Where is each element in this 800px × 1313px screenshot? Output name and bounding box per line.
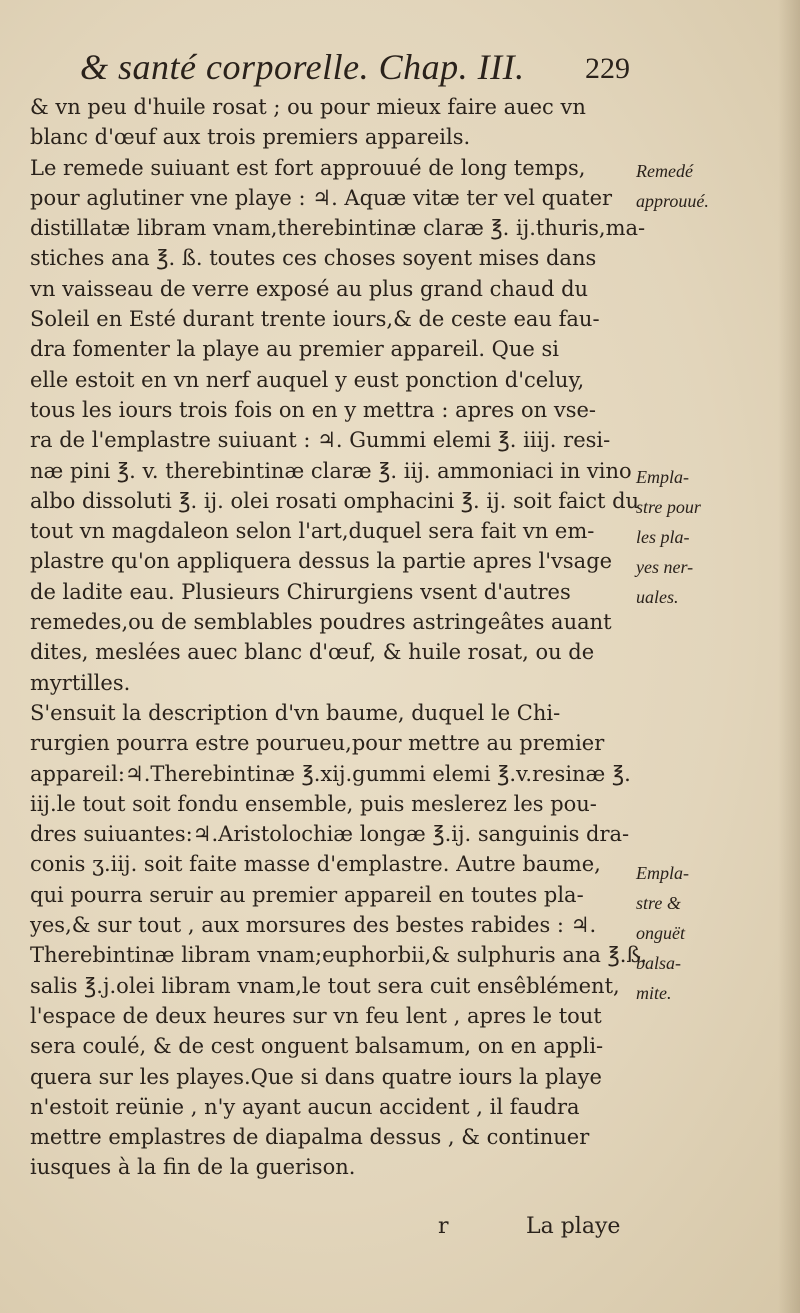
text-line: appareil:♃.Therebintinæ ℥.xij.gummi elemi ℥.v.resinæ ℥. (30, 761, 631, 786)
margin-note-line: mite. (636, 983, 672, 1003)
margin-note-remede (636, 156, 786, 216)
text-line: dra fomenter la playe au premier appareil. Que si (30, 337, 560, 362)
margin-note-line: Empla- (636, 467, 689, 487)
text-line: mettre emplastres de diapalma dessus , & continuer (30, 1125, 590, 1150)
text-line: sera coulé, & de cest onguent balsamum, on en appli- (30, 1034, 604, 1059)
text-line: n'estoit reünie , n'y ayant aucun accident , il faudra (30, 1094, 580, 1119)
text-line: salis ℥.j.olei libram vnam,le tout sera cuit ensêblément, (30, 973, 620, 998)
page-number: 229 (585, 52, 630, 85)
margin-note-line: Remedé (636, 161, 693, 181)
text-line: albo dissoluti ℥. ij. olei rosati omphacini ℥. ij. soit faict du (30, 488, 640, 513)
margin-note-emplastre-baume (636, 858, 786, 1008)
text-line: blanc d'œuf aux trois premiers appareils. (30, 125, 471, 150)
text-line: dres suiuantes:♃.Aristolochiæ longæ ℥.ij. sanguinis dra- (30, 822, 630, 847)
text-line: iij.le tout soit fondu ensemble, puis meslerez les pou- (30, 791, 597, 816)
text-line: myrtilles. (30, 670, 131, 695)
margin-note-line: yes ner- (636, 557, 694, 577)
text-line: tout vn magdaleon selon l'art,duquel sera fait vn em- (30, 519, 595, 544)
margin-note-line: onguët (636, 923, 685, 943)
text-line: S'ensuit la description d'vn baume, duquel le Chi- (30, 700, 561, 725)
text-line: conis ʒ.iij. soit faite masse d'emplastre. Autre baume, (30, 852, 601, 877)
margin-note-line: approuué. (636, 191, 709, 211)
text-line: distillatæ libram vnam,therebintinæ claræ ℥. ij.thuris,ma- (30, 216, 646, 241)
text-line: & vn peu d'huile rosat ; ou pour mieux faire auec vn (30, 95, 586, 119)
text-line: plastre qu'on appliquera dessus la partie apres l'vsage (30, 549, 613, 574)
margin-note-line: stre pour (636, 497, 701, 517)
margin-note-emplastre-nerf (636, 462, 786, 612)
margin-note-line: uales. (636, 587, 679, 607)
running-title: & santé corporelle. Chap. III. (80, 47, 525, 87)
text-line: rurgien pourra estre pourueu,pour mettre au premier (30, 731, 605, 756)
text-line: ra de l'emplastre suiuant : ♃. Gummi elemi ℥. iiij. resi- (30, 428, 611, 453)
margin-note-line: les pla- (636, 527, 690, 547)
signature-mark: r (438, 1214, 449, 1239)
catchword: La playe (526, 1214, 621, 1239)
text-line: Therebintinæ libram vnam;euphorbii,& sulphuris ana ℥.ß. (30, 943, 648, 968)
text-line: dites, meslées auec blanc d'œuf, & huile rosat, ou de (30, 640, 595, 665)
text-line: næ pini ℥. v. therebintinæ claræ ℥. iij. ammoniaci in vino (30, 458, 632, 483)
margin-note-line: stre & (636, 893, 681, 913)
running-header (80, 44, 640, 90)
text-line: quera sur les playes.Que si dans quatre iours la playe (30, 1064, 602, 1089)
text-line: de ladite eau. Plusieurs Chirurgiens vsent d'autres (30, 579, 571, 604)
main-text-block (30, 92, 648, 1183)
text-line: vn vaisseau de verre exposé au plus grand chaud du (30, 276, 589, 301)
text-line: tous les iours trois fois on en y mettra : apres on vse- (30, 397, 597, 422)
text-line: remedes,ou de semblables poudres astringeâtes auant (30, 610, 612, 635)
text-line: qui pourra seruir au premier appareil en toutes pla- (30, 882, 584, 907)
text-line: iusques à la fin de la guerison. (30, 1155, 356, 1180)
page-footer (30, 1214, 630, 1248)
text-line: Le remede suiuant est fort approuué de long temps, (30, 155, 586, 180)
text-line: yes,& sur tout , aux morsures des bestes rabides : ♃. (30, 913, 597, 938)
margin-note-line: balsa- (636, 953, 681, 973)
text-line: l'espace de deux heures sur vn feu lent , apres le tout (30, 1003, 602, 1028)
text-line: stiches ana ℥. ß. toutes ces choses soyent mises dans (30, 246, 597, 271)
text-line: Soleil en Esté durant trente iours,& de ceste eau fau- (30, 307, 600, 332)
text-line: pour aglutiner vne playe : ♃. Aquæ vitæ ter vel quater (30, 185, 613, 210)
text-line: elle estoit en vn nerf auquel y eust ponction d'celuy, (30, 367, 585, 392)
margin-note-line: Empla- (636, 863, 689, 883)
